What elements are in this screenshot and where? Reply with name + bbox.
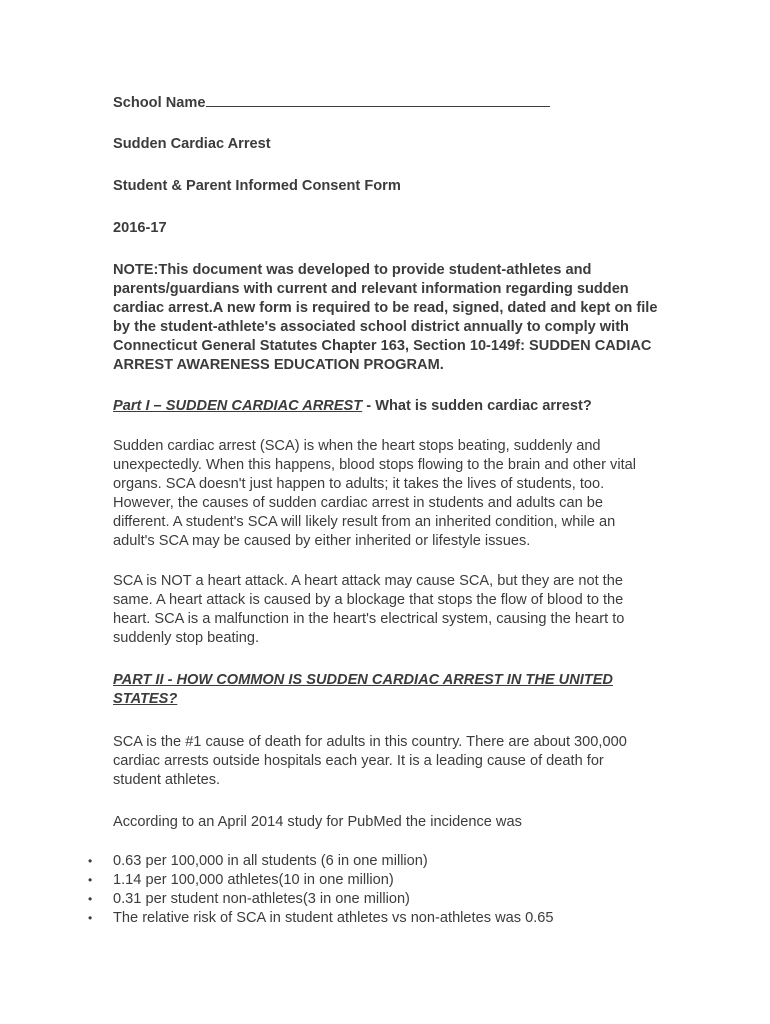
note-paragraph: NOTE:This document was developed to provide student-athletes and parents/guardians with current and relevant information regarding sudden cardiac arrest.A new form is required to be read, signed, dated and kept on file by the student-athlete's associated school district annually to comply with Connecticut General Statutes Chapter 163, Section 10-149f: SUDDEN CADIAC ARREST AWARENESS EDUCATION PROGRAM.	[113, 262, 658, 373]
school-name-blank-line[interactable]	[206, 93, 550, 107]
bullet-icon: •	[88, 873, 93, 887]
part1-heading-line	[113, 397, 653, 416]
part1-paragraph-2: SCA is NOT a heart attack. A heart attack may cause SCA, but they are not the same. A heart attack is caused by a blockage that stops the flow of blood to the heart. SCA is a malfunction in the heart's electrical system, causing the heart to suddenly stop beating.	[113, 573, 625, 646]
list-item-text: 0.31 per student non-athletes(3 in one million)	[113, 891, 410, 907]
part1-heading: Part I – SUDDEN CARDIAC ARREST	[113, 398, 363, 414]
part2-heading: PART II - HOW COMMON IS SUDDEN CARDIAC ARREST IN THE UNITED STATES?	[113, 672, 613, 707]
part1-heading-question: - What is sudden cardiac arrest?	[362, 398, 592, 414]
school-name-field	[113, 93, 653, 113]
bullet-icon: •	[88, 892, 93, 906]
document-title: Sudden Cardiac Arrest	[113, 136, 271, 152]
incidence-bullet-list	[88, 852, 688, 928]
list-item-text: The relative risk of SCA in student athletes vs non-athletes was 0.65	[113, 910, 554, 926]
document-subtitle: Student & Parent Informed Consent Form	[113, 178, 401, 194]
list-item	[88, 909, 688, 928]
list-item	[88, 890, 688, 909]
bullet-icon: •	[88, 911, 93, 925]
list-item	[88, 871, 688, 890]
list-item	[88, 852, 688, 871]
bullet-icon: •	[88, 854, 93, 868]
school-name-label: School Name	[113, 95, 206, 111]
document-year: 2016-17	[113, 220, 167, 236]
part2-paragraph-2: According to an April 2014 study for PubMed the incidence was	[113, 814, 522, 830]
part1-paragraph-1: Sudden cardiac arrest (SCA) is when the heart stops beating, suddenly and unexpectedly. When this happens, blood stops flowing to the brain and other vital organs. SCA doesn't just happen to adults; it takes the lives of students, too. However, the causes of sudden cardiac arrest in students and adults can be different. A student's SCA will likely result from an inherited condition, while an adult's SCA may be caused by either inherited or lifestyle issues.	[113, 438, 637, 549]
list-item-text: 0.63 per 100,000 in all students (6 in one million)	[113, 853, 428, 869]
list-item-text: 1.14 per 100,000 athletes(10 in one million)	[113, 872, 394, 888]
part2-paragraph-1: SCA is the #1 cause of death for adults in this country. There are about 300,000 cardiac arrests outside hospitals each year. It is a leading cause of death for student athletes.	[113, 734, 627, 788]
